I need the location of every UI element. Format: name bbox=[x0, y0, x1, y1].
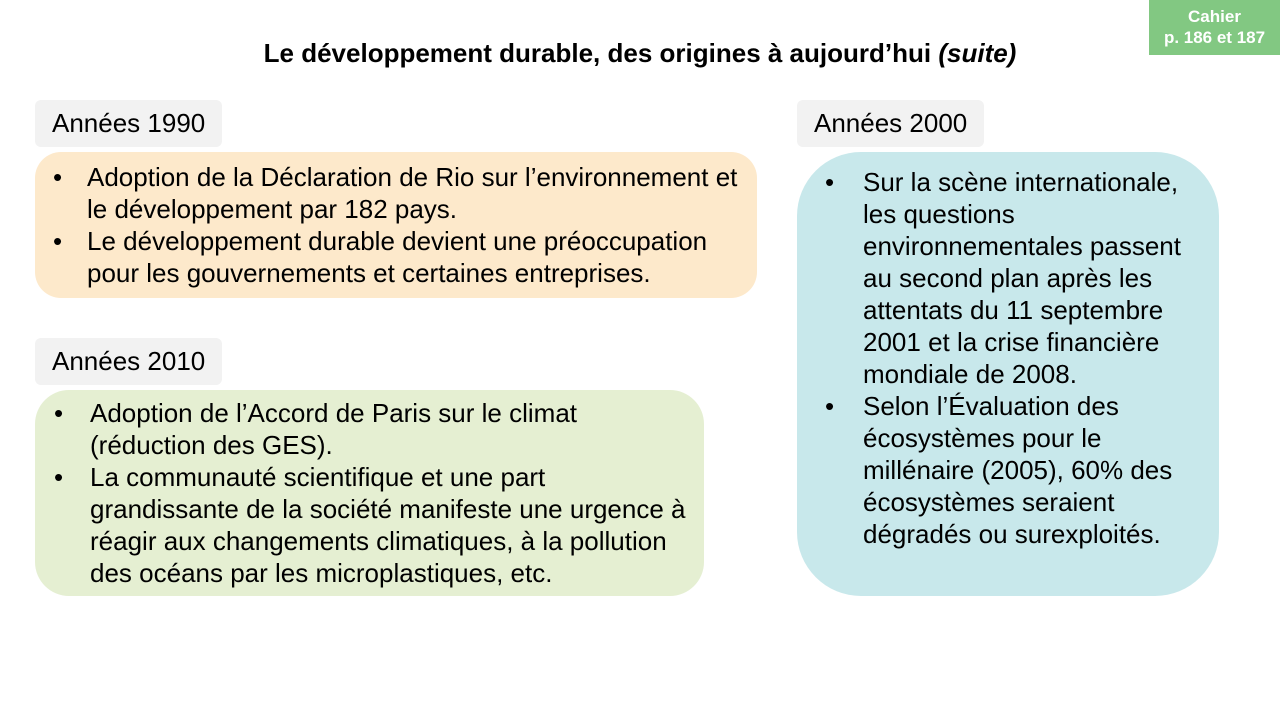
page-title-main: Le développement durable, des origines à aujourd’hui bbox=[263, 38, 932, 68]
section-box-2000 bbox=[797, 152, 1219, 596]
bullet-item: • La communauté scientifique et une part grandissante de la société manifeste une urgence à réagir aux changements climatiques, à la pollution des océans par les microplastiques, etc. bbox=[35, 461, 694, 589]
bullet-item: • Selon l’Évaluation des écosystèmes pour le millénaire (2005), 60% des écosystèmes seraient dégradés ou surexploités. bbox=[797, 390, 1195, 550]
bullet-list-2000 bbox=[797, 166, 1195, 550]
section-box-1990 bbox=[35, 152, 757, 298]
badge-line-1: Cahier bbox=[1188, 7, 1241, 26]
section-box-2010 bbox=[35, 390, 704, 596]
bullet-item: • Sur la scène internationale, les questions environnementales passent au second plan après les attentats du 11 septembre 2001 et la crise financière mondiale de 2008. bbox=[797, 166, 1195, 390]
bullet-list-1990 bbox=[35, 161, 757, 289]
badge-line-2: p. 186 et 187 bbox=[1163, 28, 1266, 47]
section-label-2000: Années 2000 bbox=[797, 100, 984, 147]
bullet-list-2010 bbox=[35, 397, 694, 589]
page-title bbox=[0, 37, 1280, 69]
page-title-suffix: (suite) bbox=[938, 38, 1017, 68]
section-label-1990: Années 1990 bbox=[35, 100, 222, 147]
bullet-item: • Adoption de la Déclaration de Rio sur l’environnement et le développement par 182 pays. bbox=[35, 161, 757, 225]
bullet-item: • Le développement durable devient une préoccupation pour les gouvernements et certaines entreprises. bbox=[35, 225, 757, 289]
bullet-item: • Adoption de l’Accord de Paris sur le climat (réduction des GES). bbox=[35, 397, 694, 461]
section-label-2010: Années 2010 bbox=[35, 338, 222, 385]
